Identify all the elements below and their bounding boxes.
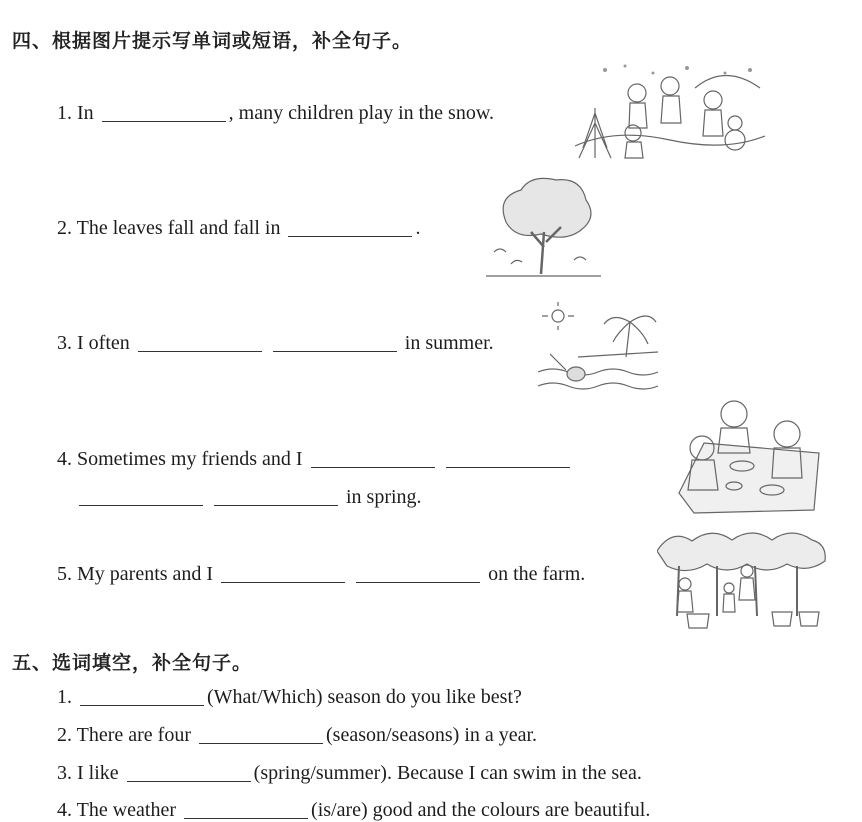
answer-blank[interactable] <box>311 449 435 468</box>
s5-question-1 <box>57 686 522 709</box>
answer-blank[interactable] <box>446 449 570 468</box>
picnic-image <box>674 398 824 516</box>
s4-question-5 <box>57 563 585 586</box>
question-number: 4. <box>57 799 72 821</box>
section-4-heading: 四、根据图片提示写单词或短语，补全句子。 <box>12 30 413 52</box>
s4-question-4-continued <box>76 486 422 509</box>
answer-blank[interactable] <box>79 487 203 506</box>
question-text: on the farm. <box>488 563 586 585</box>
question-text: I often <box>77 332 130 354</box>
answer-blank[interactable] <box>288 218 412 237</box>
question-text: There are four <box>76 724 192 746</box>
question-text: The leaves fall and fall in <box>76 217 281 239</box>
question-text: I like <box>77 762 119 784</box>
swimming-sea-image <box>538 302 658 400</box>
section-5-heading: 五、选词填空，补全句子。 <box>12 652 253 674</box>
s4-question-3 <box>57 332 494 355</box>
answer-blank[interactable] <box>356 564 480 583</box>
answer-blank[interactable] <box>80 687 204 706</box>
question-text: , many children play in the snow. <box>228 102 494 124</box>
question-text: in spring. <box>346 486 422 508</box>
question-text: (is/are) good and the colours are beautiful. <box>311 799 651 821</box>
question-text: (What/Which) season do you like best? <box>207 686 522 708</box>
question-number: 2. <box>57 724 72 746</box>
question-text: in summer. <box>404 332 494 354</box>
question-text: My parents and I <box>77 563 214 585</box>
s5-question-3 <box>57 762 642 785</box>
autumn-tree-image <box>486 172 601 280</box>
farm-picking-image <box>657 526 827 630</box>
question-text: The weather <box>76 799 177 821</box>
question-text: Sometimes my friends and I <box>77 448 303 470</box>
s4-question-1 <box>57 102 494 125</box>
answer-blank[interactable] <box>138 333 262 352</box>
question-number: 1. <box>57 686 72 708</box>
s4-question-4 <box>57 448 573 471</box>
question-number: 3. <box>57 332 72 354</box>
question-text: . <box>415 217 421 239</box>
answer-blank[interactable] <box>102 103 226 122</box>
question-text: In <box>77 102 94 124</box>
answer-blank[interactable] <box>221 564 345 583</box>
answer-blank[interactable] <box>273 333 397 352</box>
question-text: (spring/summer). Because I can swim in the sea. <box>253 762 642 784</box>
question-number: 5. <box>57 563 72 585</box>
s5-question-4 <box>57 799 650 822</box>
children-snow-image <box>575 58 765 163</box>
answer-blank[interactable] <box>199 725 323 744</box>
question-text: (season/seasons) in a year. <box>326 724 538 746</box>
s5-question-2 <box>57 724 537 747</box>
answer-blank[interactable] <box>214 487 338 506</box>
answer-blank[interactable] <box>127 763 251 782</box>
question-number: 1. <box>57 102 72 124</box>
question-number: 4. <box>57 448 72 470</box>
question-number: 2. <box>57 217 72 239</box>
question-number: 3. <box>57 762 72 784</box>
s4-question-2 <box>57 217 420 240</box>
